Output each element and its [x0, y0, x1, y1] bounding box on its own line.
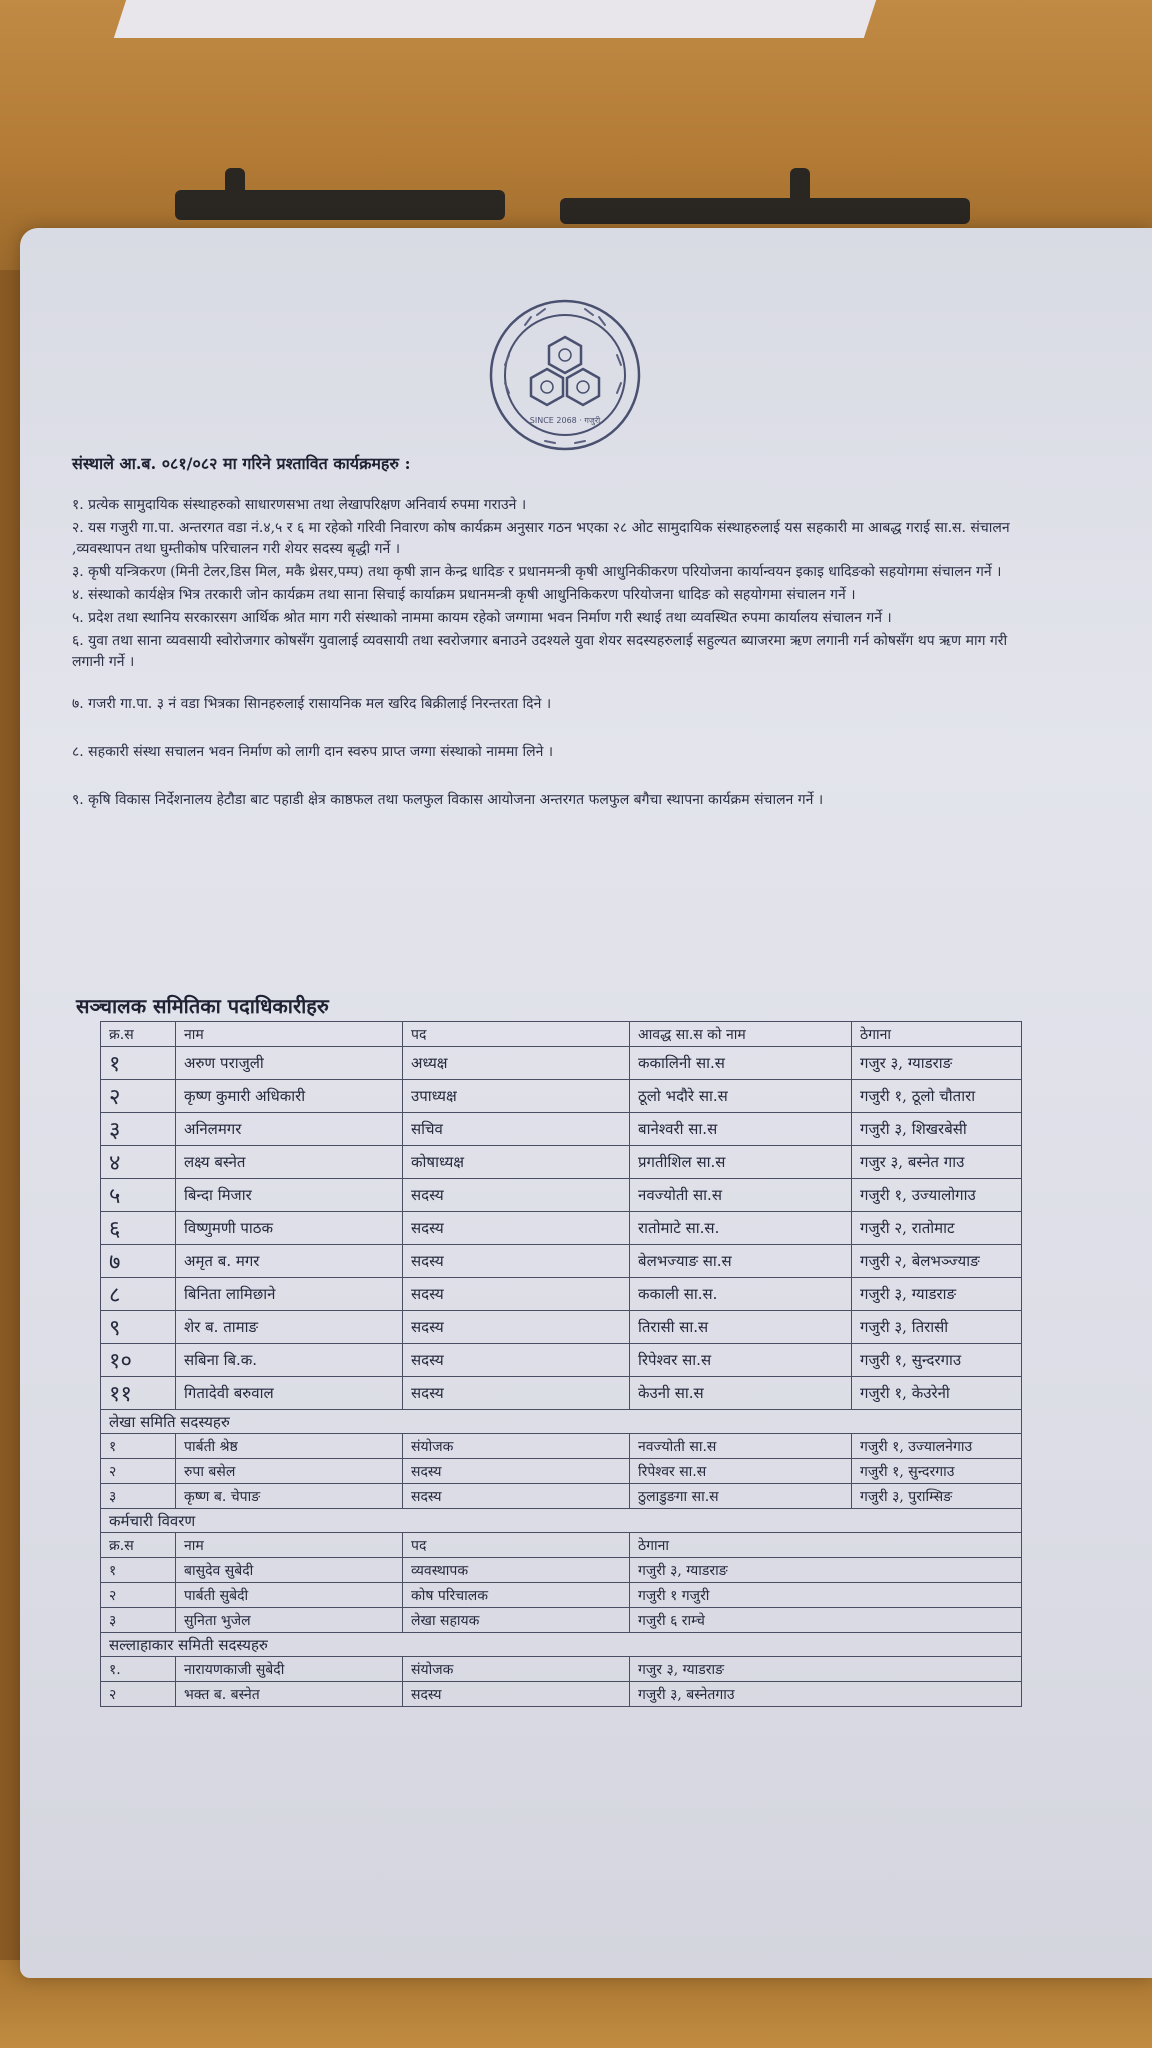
table-row [101, 1278, 1022, 1311]
committee-title: सञ्चालक समितिका पदाधिकारीहरु [76, 994, 329, 1018]
header-cell: ठेगाना [630, 1533, 1022, 1558]
table-row [101, 1179, 1022, 1212]
table-cell: गजुरी ६ राम्चे [630, 1608, 1022, 1633]
table-cell: ठूलो भदौरे सा.स [630, 1080, 852, 1113]
table-row [101, 1311, 1022, 1344]
table-cell: बेलभज्याङ सा.स [630, 1245, 852, 1278]
table-cell: कोषाध्यक्ष [403, 1146, 630, 1179]
table-row [101, 1682, 1022, 1707]
table-cell: १० [101, 1344, 176, 1377]
table-cell: २ [101, 1080, 176, 1113]
table-cell: अनिलमगर [176, 1113, 403, 1146]
table-cell: बासुदेव सुबेदी [176, 1558, 403, 1583]
table-cell: ७ [101, 1245, 176, 1278]
programs-list [72, 495, 1022, 831]
table-cell: पार्बती सुबेदी [176, 1583, 403, 1608]
header-cell: पद [403, 1533, 630, 1558]
table-cell: सदस्य [403, 1245, 630, 1278]
table-cell: सदस्य [403, 1278, 630, 1311]
table-cell: गजुरी १, उज्यालोगाउ [852, 1179, 1022, 1212]
header-cell: ठेगाना [852, 1022, 1022, 1047]
table-cell: गजुरी ३, बस्नेतगाउ [630, 1682, 1022, 1707]
table-cell: ककाली सा.स. [630, 1278, 852, 1311]
program-item: ५. प्रदेश तथा स्थानिय सरकारसग आर्थिक श्रोत माग गरी संस्थाको नाममा कायम रहेको जग्गामा भवन निर्माण गरी स्थाई तथा व्यवस्थित रुपमा कार्यालय संचालन गर्ने । [72, 610, 892, 626]
advisory-subheading: सल्लाहाकार समिती सदस्यहरु [101, 1633, 1022, 1657]
table-cell: लेखा सहायक [403, 1608, 630, 1633]
table-cell: ८ [101, 1278, 176, 1311]
table-cell: २ [101, 1682, 176, 1707]
program-item: ७. गजरी गा.पा. ३ नं वडा भित्रका सिानहरुलाई रासायनिक मल खरिद बिक्रीलाई निरन्तरता दिने । [72, 696, 552, 712]
table-cell: सदस्य [403, 1377, 630, 1410]
table-cell: रातोमाटे सा.स. [630, 1212, 852, 1245]
table-cell: सदस्य [403, 1179, 630, 1212]
table-cell: १. [101, 1657, 176, 1682]
staff-rows [101, 1558, 1022, 1633]
table-cell: तिरासी सा.स [630, 1311, 852, 1344]
table-row [101, 1344, 1022, 1377]
table-row [101, 1377, 1022, 1410]
header-cell: नाम [176, 1022, 403, 1047]
table-cell: ९ [101, 1311, 176, 1344]
program-item: १. प्रत्येक सामुदायिक संस्थाहरुको साधारणसभा तथा लेखापरिक्षण अनिवार्य रुपमा गराउने । [72, 497, 527, 513]
organization-seal-icon [485, 295, 645, 455]
table-cell: संयोजक [403, 1434, 630, 1459]
table-cell: ३ [101, 1608, 176, 1633]
table-row [101, 1484, 1022, 1509]
table-cell: गजुरी १, ठूलो चौतारा [852, 1080, 1022, 1113]
advisory-rows [101, 1657, 1022, 1707]
staff-header-row [101, 1533, 1022, 1558]
table-cell: बिनिता लामिछाने [176, 1278, 403, 1311]
audit-rows [101, 1434, 1022, 1509]
table-row [101, 1558, 1022, 1583]
table-cell: गितादेवी बरुवाल [176, 1377, 403, 1410]
table-cell: ३ [101, 1113, 176, 1146]
header-cell: आवद्ध सा.स को नाम [630, 1022, 852, 1047]
table-row [101, 1047, 1022, 1080]
audit-subheading: लेखा समिति सदस्यहरु [101, 1410, 1022, 1434]
table-cell: गजुरी १, उज्यालनेगाउ [852, 1434, 1022, 1459]
table-row [101, 1080, 1022, 1113]
officers-table [100, 1021, 1022, 1707]
table-row [101, 1434, 1022, 1459]
board-rows [101, 1047, 1022, 1410]
table-cell: १ [101, 1558, 176, 1583]
table-cell: सदस्य [403, 1212, 630, 1245]
programs-heading: संस्थाले आ.ब. ०८१/०८२ मा गरिने प्रश्तावित कार्यक्रमहरु : [72, 454, 411, 473]
table-row [101, 1657, 1022, 1682]
table-cell: शेर ब. तामाङ [176, 1311, 403, 1344]
table-cell: कृष्ण ब. चेपाङ [176, 1484, 403, 1509]
table-cell: नवज्योती सा.स [630, 1434, 852, 1459]
header-cell: पद [403, 1022, 630, 1047]
table-cell: गजुरी ३, ग्याडराङ [852, 1278, 1022, 1311]
table-cell: विष्णुमणी पाठक [176, 1212, 403, 1245]
table-cell: गजुर ३, बस्नेत गाउ [852, 1146, 1022, 1179]
table-cell: सदस्य [403, 1344, 630, 1377]
table-cell: १ [101, 1434, 176, 1459]
table-cell: २ [101, 1583, 176, 1608]
table-cell: सबिना बि.क. [176, 1344, 403, 1377]
table-cell: व्यवस्थापक [403, 1558, 630, 1583]
table-cell: ठुलाडुङगा सा.स [630, 1484, 852, 1509]
table-cell: रुपा बसेल [176, 1459, 403, 1484]
table-cell: गजुरी ३, ग्याडराङ [630, 1558, 1022, 1583]
table-cell: सदस्य [403, 1459, 630, 1484]
program-item: ४. संस्थाको कार्यक्षेत्र भित्र तरकारी जोन कार्यक्रम तथा साना सिचाई कार्याक्रम प्रधानमन्त्री कृषी आधुनिकिकरण परियोजना धादिङ को सहयोगमा संचालन गर्ने । [72, 587, 856, 603]
table-cell: नारायणकाजी सुबेदी [176, 1657, 403, 1682]
program-item: ३. कृषी यन्त्रिकरण (मिनी टेलर,डिस मिल, मकै थ्रेसर,पम्प) तथा कृषी ज्ञान केन्द्र धादिङ र प्रधानमन्त्री कृषी आधुनिकीकरण परियोजना कार्यान्वयन इकाइ धादिङको सहयोगमा संचालन गर्ने । [72, 564, 1002, 580]
table-cell: नवज्योती सा.स [630, 1179, 852, 1212]
program-item: ९. कृषि विकास निर्देशनालय हेटौडा बाट पहाडी क्षेत्र काष्ठफल तथा फलफुल विकास आयोजना अन्तरगत फलफुल बगैचा स्थापना कार्यक्रम संचालन गर्ने । [72, 792, 824, 808]
background-marker-stroke [225, 168, 245, 208]
table-cell: १ [101, 1047, 176, 1080]
table-cell: गजुरी १, सुन्दरगाउ [852, 1459, 1022, 1484]
table-row [101, 1212, 1022, 1245]
table-cell: सचिव [403, 1113, 630, 1146]
table-cell: केउनी सा.स [630, 1377, 852, 1410]
table-cell: गजुरी २, रातोमाट [852, 1212, 1022, 1245]
table-cell: गजुरी २, बेलभञ्ज्याङ [852, 1245, 1022, 1278]
table-cell: गजुरी ३, पुराम्सिङ [852, 1484, 1022, 1509]
table-cell: सदस्य [403, 1311, 630, 1344]
table-cell: बिन्दा मिजार [176, 1179, 403, 1212]
table-row [101, 1608, 1022, 1633]
table-cell: अरुण पराजुली [176, 1047, 403, 1080]
table-cell: बानेश्वरी सा.स [630, 1113, 852, 1146]
program-item: २. यस गजुरी गा.पा. अन्तरगत वडा नं.४,५ र ६ मा रहेको गरिवी निवारण कोष कार्यक्रम अनुसार गठन भएका २८ ओट सामुदायिक संस्थाहरुलाई यस सहकारी मा आबद्ध गराई सा.स. संचालन ,व्यवस्थापन तथा घुम्तीकोष परिचालन गरी शेयर सदस्य बृद्धी गर्ने । [72, 520, 1010, 557]
table-row [101, 1146, 1022, 1179]
table-cell: संयोजक [403, 1657, 630, 1682]
table-cell: गजुर ३, ग्याडराङ [852, 1047, 1022, 1080]
table-row [101, 1459, 1022, 1484]
table-cell: प्रगतीशिल सा.स [630, 1146, 852, 1179]
table-cell: सदस्य [403, 1682, 630, 1707]
svg-text:SINCE 2068 · गजुरी: SINCE 2068 · गजुरी [529, 416, 601, 425]
table-cell: ३ [101, 1484, 176, 1509]
table-cell: भक्त ब. बस्नेत [176, 1682, 403, 1707]
header-cell: क्र.स [101, 1022, 176, 1047]
advisory-subheading-row [101, 1633, 1022, 1657]
table-cell: गजुर ३, ग्याडराङ [630, 1657, 1022, 1682]
table-cell: रिपेश्वर सा.स [630, 1344, 852, 1377]
audit-subheading-row [101, 1410, 1022, 1434]
table-header-row [101, 1022, 1022, 1047]
staff-subheading: कर्मचारी विवरण [101, 1509, 1022, 1533]
table-row [101, 1113, 1022, 1146]
table-cell: ६ [101, 1212, 176, 1245]
table-cell: ककालिनी सा.स [630, 1047, 852, 1080]
table-cell: कृष्ण कुमारी अधिकारी [176, 1080, 403, 1113]
table-cell: ११ [101, 1377, 176, 1410]
table-row [101, 1583, 1022, 1608]
table-cell: अमृत ब. मगर [176, 1245, 403, 1278]
table-cell: सुनिता भुजेल [176, 1608, 403, 1633]
background-marker-stroke [790, 168, 810, 208]
table-cell: गजुरी १, केउरेनी [852, 1377, 1022, 1410]
header-cell: नाम [176, 1533, 403, 1558]
table-cell: सदस्य [403, 1484, 630, 1509]
table-cell: गजुरी ३, शिखरबेसी [852, 1113, 1022, 1146]
program-item: ६. युवा तथा साना व्यवसायी स्वोरोजगार कोषसँग युवालाई व्यवसायी तथा स्वरोजगार बनाउने उदश्यले युवा शेयर सदस्यहरुलाई सहुल्यत ब्याजरमा ऋण लगानी गर्न कोषसँग थप ऋण माग गरी लगानी गर्ने । [72, 633, 1008, 670]
table-row [101, 1245, 1022, 1278]
program-item: ८. सहकारी संस्था सचालन भवन निर्माण को लागी दान स्वरुप प्राप्त जग्गा संस्थाको नाममा लिने । [72, 744, 554, 760]
table-cell: २ [101, 1459, 176, 1484]
table-cell: कोष परिचालक [403, 1583, 630, 1608]
table-cell: अध्यक्ष [403, 1047, 630, 1080]
background-marker-stroke [560, 198, 970, 224]
table-cell: ५ [101, 1179, 176, 1212]
table-cell: पार्बती श्रेष्ठ [176, 1434, 403, 1459]
staff-subheading-row [101, 1509, 1022, 1533]
table-cell: ४ [101, 1146, 176, 1179]
table-cell: गजुरी १ गजुरी [630, 1583, 1022, 1608]
table-cell: गजुरी १, सुन्दरगाउ [852, 1344, 1022, 1377]
header-cell: क्र.स [101, 1533, 176, 1558]
table-cell: गजुरी ३, तिरासी [852, 1311, 1022, 1344]
table-cell: रिपेश्वर सा.स [630, 1459, 852, 1484]
table-cell: उपाध्यक्ष [403, 1080, 630, 1113]
background-paper-edge [114, 0, 876, 38]
table-cell: लक्ष्य बस्नेत [176, 1146, 403, 1179]
